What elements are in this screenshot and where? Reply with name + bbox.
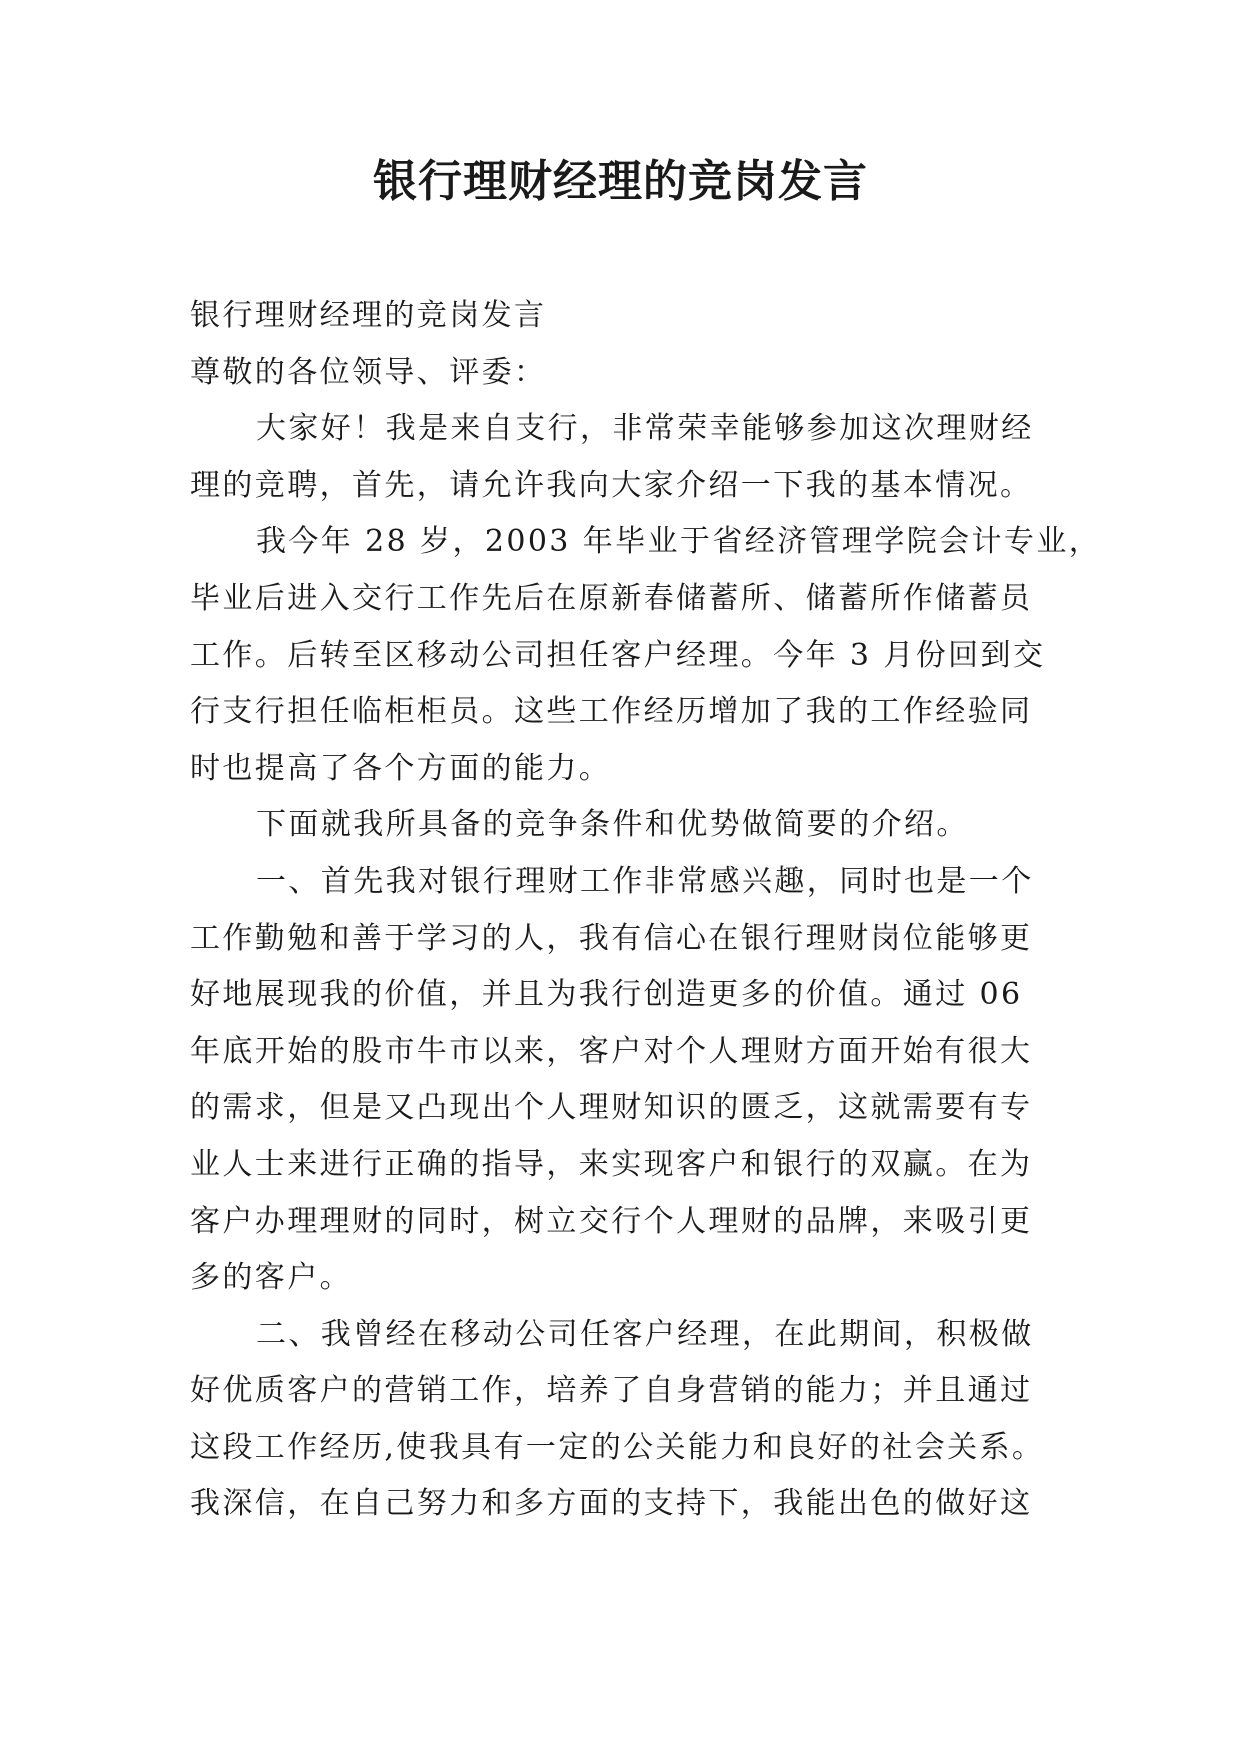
text-line: 一、首先我对银行理财工作非常感兴趣，同时也是一个	[256, 863, 1034, 899]
document-body	[190, 288, 1102, 1533]
text-line: 毕业后进入交行工作先后在原新春储蓄所、储蓄所作储蓄员	[190, 580, 1033, 616]
text-line: 客户办理理财的同时，树立交行个人理财的品牌，来吸引更	[190, 1203, 1033, 1239]
text-line: 大家好！我是来自支行，非常荣幸能够参加这次理财经	[256, 411, 1034, 447]
text-line: 我深信，在自己努力和多方面的支持下，我能出色的做好这	[190, 1486, 1033, 1522]
text-line: 工作。后转至区移动公司担任客户经理。今年 3 月份回到交	[190, 637, 1046, 673]
text-line: 多的客户。	[190, 1260, 352, 1296]
text-line: 这段工作经历,使我具有一定的公关能力和良好的社会关系。	[190, 1429, 1045, 1465]
text-line: 行支行担任临柜柜员。这些工作经历增加了我的工作经验同	[190, 694, 1033, 730]
text-line: 银行理财经理的竞岗发言	[190, 298, 547, 333]
text-line: 二、我曾经在移动公司任客户经理，在此期间，积极做	[256, 1316, 1034, 1352]
text-line: 业人士来进行正确的指导，来实现客户和银行的双赢。在为	[190, 1146, 1033, 1182]
text-line: 的需求，但是又凸现出个人理财知识的匮乏，这就需要有专	[190, 1090, 1033, 1126]
text-line: 尊敬的各位领导、评委：	[190, 354, 547, 390]
document-title: 银行理财经理的竞岗发言	[373, 156, 868, 207]
text-line: 下面就我所具备的竞争条件和优势做简要的介绍。	[256, 807, 969, 843]
text-line: 好地展现我的价值，并且为我行创造更多的价值。通过 06	[190, 977, 1023, 1013]
text-line: 时也提高了各个方面的能力。	[190, 750, 612, 786]
text-line: 工作勤勉和善于学习的人，我有信心在银行理财岗位能够更	[190, 920, 1033, 956]
text-line: 我今年 28 岁，2003 年毕业于省经济管理学院会计专业，	[256, 524, 1102, 560]
text-line: 理的竞聘，首先，请允许我向大家介绍一下我的基本情况。	[190, 467, 1033, 503]
text-line: 好优质客户的营销工作，培养了自身营销的能力；并且通过	[190, 1373, 1033, 1409]
text-line: 年底开始的股市牛市以来，客户对个人理财方面开始有很大	[190, 1033, 1033, 1069]
